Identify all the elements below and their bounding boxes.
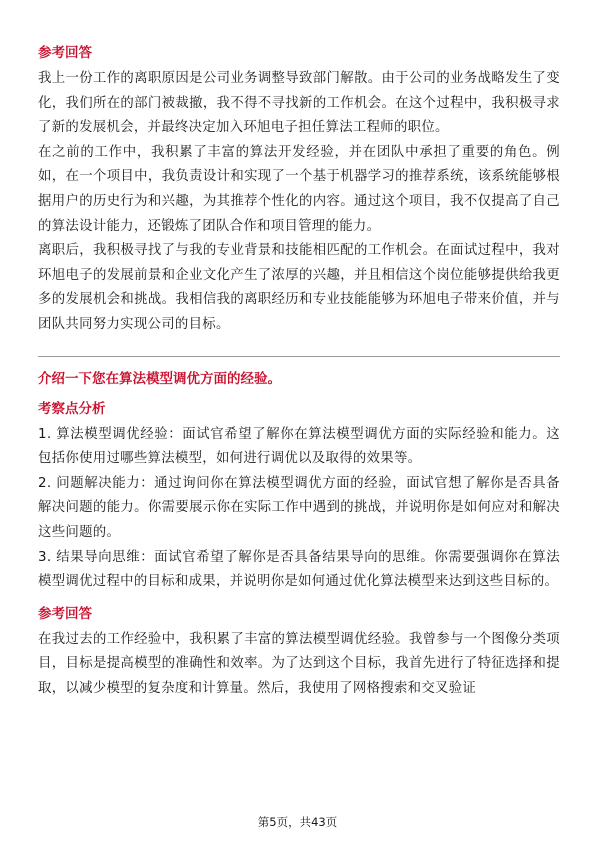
analysis-heading: 考察点分析	[38, 400, 106, 417]
answer-paragraph: 在我过去的工作经验中，我积累了丰富的算法模型调优经验。我曾参与一个图像分类项目，目标是提高模型的准确性和效率。为了达到这个目标，我首先进行了特征选择和提取，以减少模型的复杂度和计算量。然后，我使用了网格搜索和交叉验证	[38, 631, 560, 696]
analysis-point: 3. 结果导向思维：面试官希望了解你是否具备结果导向的思维。你需要强调你在算法模型调优过程中的目标和成果，并说明你是如何通过优化算法模型来达到这些目标的。	[38, 549, 560, 590]
answer-heading: 参考回答	[38, 45, 92, 61]
answer-paragraph: 我上一份工作的离职原因是公司业务调整导致部门解散。由于公司的业务战略发生了变化，我们所在的部门被裁撤，我不得不寻找新的工作机会。在这个过程中，我积极寻求了新的发展机会，并最终决定加入环旭电子担任算法工程师的职位。	[38, 71, 560, 136]
section-divider	[38, 356, 560, 357]
page-number: 第5页，共43页	[257, 815, 338, 829]
question-heading: 介绍一下您在算法模型调优方面的经验。	[38, 370, 281, 387]
analysis-point: 1. 算法模型调优经验：面试官希望了解你在算法模型调优方面的实际经验和能力。这包括你使用过哪些算法模型，如何进行调优以及取得的效果等。	[38, 426, 560, 467]
answer-heading: 参考回答	[38, 605, 92, 622]
page-content	[38, 43, 560, 701]
answer-paragraph: 在之前的工作中，我积累了丰富的算法开发经验，并在团队中承担了重要的角色。例如，在一个项目中，我负责设计和实现了一个基于机器学习的推荐系统，该系统能够根据用户的历史行为和兴趣，为其推荐个性化的内容。通过这个项目，我不仅提高了自己的算法设计能力，还锻炼了团队合作和项目管理的能力。	[38, 144, 560, 234]
answer-paragraph: 离职后，我积极寻找了与我的专业背景和技能相匹配的工作机会。在面试过程中，我对环旭电子的发展前景和企业文化产生了浓厚的兴趣，并且相信这个岗位能够提供给我更多的发展机会和挑战。我相信我的离职经历和专业技能能够为环旭电子带来价值，并与团队共同努力实现公司的目标。	[38, 243, 560, 332]
analysis-point: 2. 问题解决能力：通过询问你在算法模型调优方面的经验，面试官想了解你是否具备解决问题的能力。你需要展示你在实际工作中遇到的挑战，并说明你是如何应对和解决这些问题的。	[38, 475, 560, 540]
